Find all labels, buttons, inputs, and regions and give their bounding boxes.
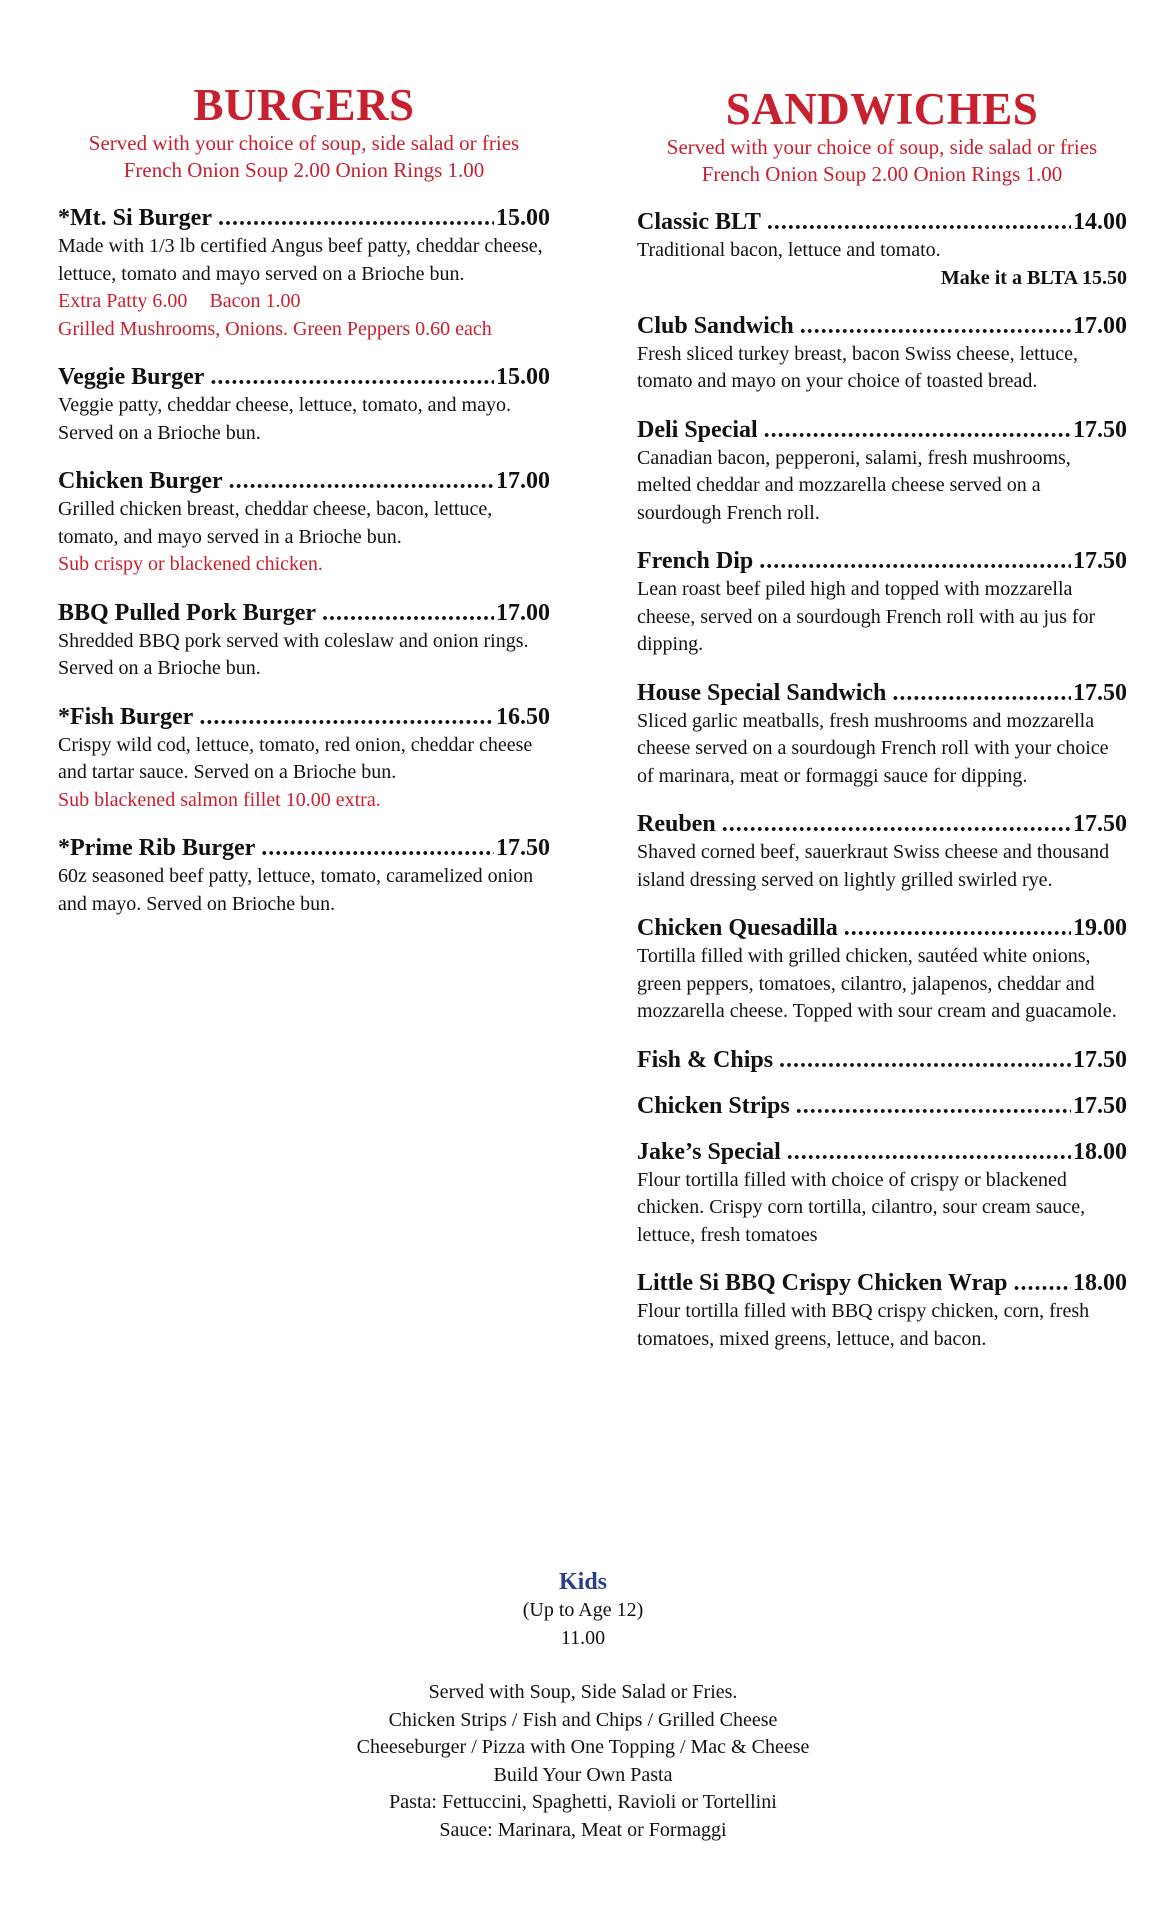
- item-name: Classic BLT: [637, 209, 761, 235]
- item-name: *Prime Rib Burger: [58, 835, 256, 861]
- item-name: Chicken Quesadilla: [637, 915, 838, 941]
- item-price: 17.00: [1073, 312, 1127, 339]
- item-description: Flour tortilla filled with BBQ crispy chicken, corn, fresh tomatoes, mixed greens, lettuce, and bacon.: [637, 1300, 1090, 1350]
- menu-item-veggie-burger: [58, 362, 550, 447]
- dot-leader: [844, 913, 1071, 943]
- item-description: Tortilla filled with grilled chicken, sautéed white onions, green peppers, tomatoes, cilantro, jalapenos, cheddar and mozzarella cheese. Topped with sour cream and guacamole.: [637, 945, 1117, 1022]
- kids-age-limit: (Up to Age 12): [522, 1599, 644, 1621]
- item-description: Sliced garlic meatballs, fresh mushrooms and mozzarella cheese served on a sourdough French roll with your choice of marinara, meat or formaggi sauce for dipping.: [637, 709, 1109, 787]
- burgers-subtitle-addons: French Onion Soup 2.00 Onion Rings 1.00: [123, 158, 485, 182]
- menu-item-reuben: [637, 809, 1127, 894]
- dot-leader: [796, 1091, 1071, 1121]
- item-name: BBQ Pulled Pork Burger: [58, 599, 316, 626]
- item-name: Jake’s Special: [637, 1138, 781, 1165]
- item-description: Canadian bacon, pepperoni, salami, fresh mushrooms, melted cheddar and mozzarella cheese served on a sourdough French roll.: [637, 446, 1071, 524]
- menu-item-classic-blt: [637, 207, 1127, 292]
- item-price: 19.00: [1073, 915, 1127, 941]
- item-description: Shaved corned beef, sauerkraut Swiss cheese and thousand island dressing served on lightly grilled swirled rye.: [637, 841, 1110, 891]
- sandwiches-section: [637, 84, 1127, 1372]
- item-name: Deli Special: [637, 416, 758, 443]
- item-description: Traditional bacon, lettuce and tomato.: [637, 239, 941, 261]
- dot-leader: [759, 546, 1071, 576]
- item-name: Chicken Burger: [58, 468, 223, 494]
- item-price: 17.50: [1073, 548, 1127, 574]
- extra-patty-option: Extra Patty 6.00: [58, 290, 188, 312]
- sandwiches-title: SANDWICHES: [725, 84, 1039, 134]
- item-price: 17.50: [1073, 1092, 1127, 1119]
- item-name: Little Si BBQ Crispy Chicken Wrap: [637, 1270, 1008, 1296]
- menu-item-chicken-strips: [637, 1091, 1127, 1121]
- menu-item-bbq-pulled-pork-burger: [58, 598, 550, 683]
- item-description: 60z seasoned beef patty, lettuce, tomato, caramelized onion and mayo. Served on Brioche bun.: [58, 865, 534, 915]
- menu-item-club-sandwich: [637, 311, 1127, 396]
- dot-leader: [787, 1137, 1071, 1167]
- kids-title: Kids: [558, 1569, 608, 1595]
- menu-item-house-special-sandwich: [637, 678, 1127, 791]
- item-price: 17.50: [1073, 811, 1127, 837]
- item-name: *Fish Burger: [58, 703, 194, 730]
- item-upgrade-note: Make it a BLTA 15.50: [940, 266, 1127, 289]
- item-description: Made with 1/3 lb certified Angus beef patty, cheddar cheese, lettuce, tomato and mayo served on a Brioche bun.: [58, 235, 543, 285]
- dot-leader: [800, 311, 1071, 341]
- menu-item-prime-rib-burger: [58, 833, 550, 918]
- dot-leader: [218, 203, 494, 233]
- kids-line: Chicken Strips / Fish and Chips / Grilled Cheese: [388, 1708, 778, 1731]
- item-name: Chicken Strips: [637, 1092, 790, 1119]
- item-price: 17.50: [1073, 416, 1127, 443]
- dot-leader: [261, 833, 494, 863]
- item-description: Shredded BBQ pork served with coleslaw and onion rings. Served on a Brioche bun.: [58, 629, 529, 679]
- dot-leader: [779, 1045, 1071, 1075]
- menu-item-chicken-quesadilla: [637, 913, 1127, 1026]
- item-extras: [58, 288, 550, 316]
- bacon-option: Bacon 1.00: [209, 290, 301, 312]
- dot-leader: [1014, 1268, 1072, 1298]
- menu-item-mt-si-burger: [58, 203, 550, 343]
- item-price: 15.00: [496, 364, 550, 390]
- dot-leader: [892, 678, 1071, 708]
- dot-leader: [322, 598, 494, 628]
- item-price: 14.00: [1073, 209, 1127, 235]
- item-extras-toppings: Grilled Mushrooms, Onions. Green Peppers 0.60 each: [58, 317, 492, 340]
- item-description: Crispy wild cod, lettuce, tomato, red onion, cheddar cheese and tartar sauce. Served on a Brioche bun.: [58, 733, 533, 783]
- sandwiches-header: [637, 84, 1127, 188]
- item-name: Reuben: [637, 811, 716, 837]
- item-price: 16.50: [496, 703, 550, 730]
- menu-item-fish-burger: [58, 702, 550, 815]
- item-name: *Mt. Si Burger: [58, 205, 212, 231]
- menu-item-jakes-special: [637, 1137, 1127, 1250]
- item-name: Veggie Burger: [58, 364, 205, 390]
- item-description: Grilled chicken breast, cheddar cheese, bacon, lettuce, tomato, and mayo served in a Brioche bun.: [58, 498, 493, 548]
- item-description: Flour tortilla filled with choice of crispy or blackened chicken. Crispy corn tortilla, cilantro, sour cream sauce, lettuce, fresh tomatoes: [637, 1168, 1086, 1246]
- item-extras: Sub crispy or blackened chicken.: [58, 553, 323, 575]
- dot-leader: [722, 809, 1071, 839]
- item-name: French Dip: [637, 548, 754, 574]
- burgers-section: [58, 80, 550, 937]
- kids-line: Sauce: Marinara, Meat or Formaggi: [439, 1818, 727, 1841]
- menu-item-chicken-burger: [58, 466, 550, 579]
- item-extras: Sub blackened salmon fillet 10.00 extra.: [58, 788, 381, 811]
- menu-item-fish-and-chips: [637, 1045, 1127, 1075]
- item-price: 17.00: [496, 599, 550, 626]
- item-name: Club Sandwich: [637, 312, 794, 339]
- kids-section: [0, 1567, 1166, 1844]
- item-description: Fresh sliced turkey breast, bacon Swiss cheese, lettuce, tomato and mayo on your choice of toasted bread.: [637, 342, 1078, 392]
- kids-line: Cheeseburger / Pizza with One Topping / Mac & Cheese: [356, 1736, 810, 1758]
- menu-item-french-dip: [637, 546, 1127, 659]
- burgers-header: [58, 80, 550, 184]
- sandwiches-subtitle-addons: French Onion Soup 2.00 Onion Rings 1.00: [701, 162, 1063, 186]
- item-price: 15.00: [496, 205, 550, 231]
- item-price: 18.00: [1073, 1270, 1127, 1296]
- item-description: Veggie patty, cheddar cheese, lettuce, tomato, and mayo. Served on a Brioche bun.: [58, 394, 511, 444]
- dot-leader: [229, 466, 494, 496]
- item-price: 18.00: [1073, 1138, 1127, 1165]
- dot-leader: [767, 207, 1071, 237]
- dot-leader: [764, 415, 1071, 445]
- item-price: 17.00: [496, 468, 550, 494]
- burgers-subtitle-sides: Served with your choice of soup, side salad or fries: [88, 131, 520, 155]
- item-price: 17.50: [1073, 1046, 1127, 1073]
- item-name: Fish & Chips: [637, 1046, 774, 1073]
- dot-leader: [199, 702, 494, 732]
- item-description: Lean roast beef piled high and topped with mozzarella cheese, served on a sourdough French roll with au jus for dipping.: [637, 578, 1096, 655]
- sandwiches-subtitle-sides: Served with your choice of soup, side salad or fries: [666, 135, 1098, 159]
- burgers-title: BURGERS: [193, 80, 415, 130]
- item-name: House Special Sandwich: [637, 679, 887, 706]
- item-price: 17.50: [496, 835, 550, 861]
- menu-item-deli-special: [637, 415, 1127, 528]
- kids-price: 11.00: [560, 1626, 606, 1649]
- kids-line: Build Your Own Pasta: [493, 1763, 673, 1786]
- dot-leader: [210, 362, 494, 392]
- item-price: 17.50: [1073, 679, 1127, 706]
- kids-line: Served with Soup, Side Salad or Fries.: [428, 1681, 738, 1703]
- menu-item-little-si-bbq-crispy-chicken-wrap: [637, 1268, 1127, 1353]
- kids-line: Pasta: Fettuccini, Spaghetti, Ravioli or Tortellini: [389, 1791, 777, 1813]
